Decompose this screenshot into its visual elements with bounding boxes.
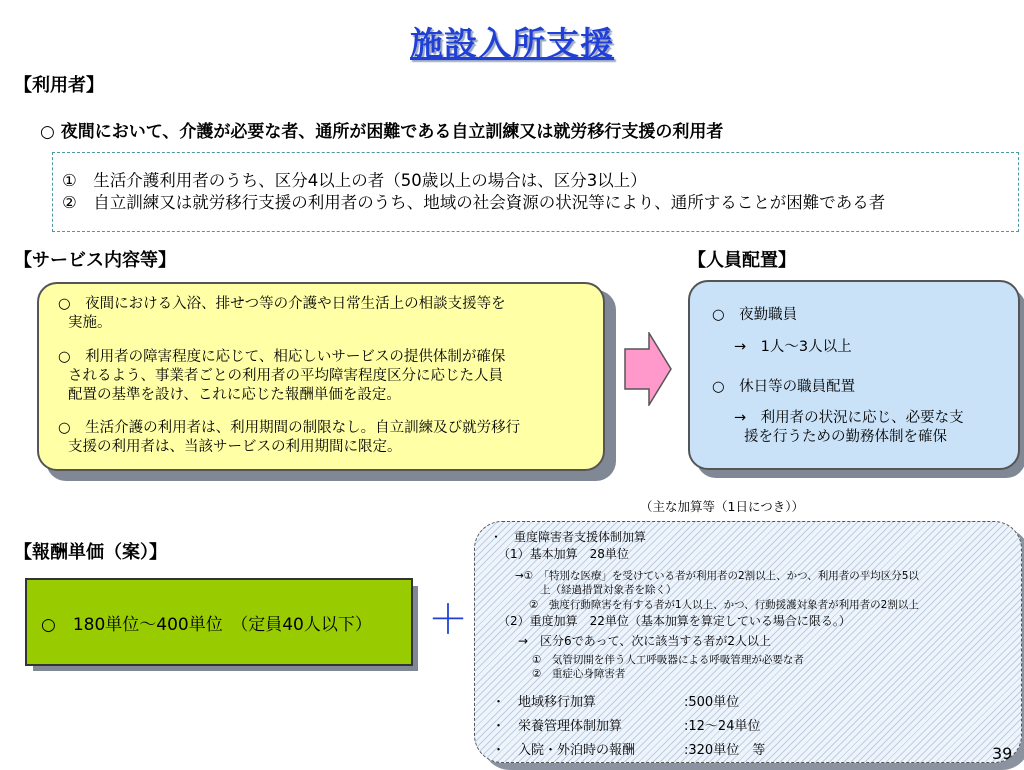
service-paragraph-3 bbox=[58, 419, 520, 457]
addition-heavy-sub-2: ② 重症心身障害者 bbox=[532, 668, 626, 680]
service-line: ○ 生活介護の利用者は、利用期間の制限なし。自立訓練及び就労移行 bbox=[58, 420, 521, 436]
page-title: 施設入所支援 bbox=[410, 24, 614, 63]
service-paragraph-2 bbox=[58, 348, 505, 405]
fee-value-box: ○ 180単位～400単位 （定員40人以下） bbox=[25, 578, 413, 666]
service-line: ○ 利用者の障害程度に応じて、相応しいサービスの提供体制が確保 bbox=[58, 349, 506, 365]
service-heading: 【サービス内容等】 bbox=[14, 250, 176, 271]
service-line: 実施。 bbox=[68, 315, 112, 331]
addition-heavy-condition: → 区分6であって、次に該当する者が2人以上 bbox=[518, 634, 771, 648]
holiday-staff-line: → 利用者の状況に応じ、必要な支 bbox=[734, 410, 964, 426]
target-item-1: ① 生活介護利用者のうち、区分4以上の者（50歳以上の場合は、区分3以上） bbox=[62, 171, 647, 190]
users-heading: 【利用者】 bbox=[14, 75, 104, 96]
addition-basic: （1）基本加算 28単位 bbox=[498, 547, 629, 561]
holiday-staff-line: 援を行うための勤務体制を確保 bbox=[744, 429, 947, 445]
addition-main-item: ・ 重度障害者支援体制加算 bbox=[490, 530, 647, 544]
right-arrow-icon bbox=[624, 332, 672, 406]
addition-other-value: :12～24単位 bbox=[684, 719, 761, 734]
service-paragraph-1 bbox=[58, 295, 506, 333]
additions-caption: （主な加算等（1日につき）） bbox=[640, 499, 804, 514]
service-line: ○ 夜間における入浴、排せつ等の介護や日常生活上の相談支援等を bbox=[58, 296, 506, 312]
addition-other-value: :320単位 等 bbox=[684, 743, 766, 758]
addition-basic-condition-2: ② 強度行動障害を有する者が1人以上、かつ、行動援護対象者が利用者の2割以上 bbox=[529, 599, 919, 611]
addition-other-name: ・ 入院・外泊時の報酬 bbox=[492, 743, 636, 758]
addition-basic-condition-1-cont: 上（経過措置対象者を除く） bbox=[540, 584, 677, 596]
addition-other-value: :500単位 bbox=[684, 695, 740, 710]
holiday-staff-label: ○ 休日等の職員配置 bbox=[712, 379, 856, 395]
plus-icon: ＋ bbox=[428, 597, 468, 643]
addition-other-name: ・ 栄養管理体制加算 bbox=[492, 719, 623, 734]
users-summary: ○ 夜間において、介護が必要な者、通所が困難である自立訓練又は就労移行支援の利用者 bbox=[40, 122, 724, 142]
night-staff-label: ○ 夜勤職員 bbox=[712, 307, 798, 323]
holiday-staff-value bbox=[734, 409, 964, 447]
service-line: 支援の利用者は、当該サービスの利用期間に限定。 bbox=[68, 439, 402, 455]
service-line: されるよう、事業者ごとの利用者の平均障害程度区分に応じた人員 bbox=[68, 368, 503, 384]
target-item-2: ② 自立訓練又は就労移行支援の利用者のうち、地域の社会資源の状況等により、通所することが困難である者 bbox=[62, 193, 886, 212]
fee-heading: 【報酬単価（案）】 bbox=[14, 542, 167, 563]
page-number: 39 bbox=[992, 744, 1013, 763]
service-line: 配置の基準を設け、これに応じた報酬単価を設定。 bbox=[68, 387, 401, 403]
addition-other-name: ・ 地域移行加算 bbox=[492, 695, 597, 710]
addition-heavy: （2）重度加算 22単位（基本加算を算定している場合に限る。） bbox=[498, 614, 851, 628]
addition-heavy-sub-1: ① 気管切開を伴う人工呼吸器による呼吸管理が必要な者 bbox=[532, 654, 804, 666]
staff-heading: 【人員配置】 bbox=[688, 250, 796, 271]
addition-basic-condition-1: →① 「特別な医療」を受けている者が利用者の2割以上、かつ、利用者の平均区分5以 bbox=[515, 570, 919, 582]
night-staff-value: → 1人～3人以上 bbox=[734, 339, 852, 355]
